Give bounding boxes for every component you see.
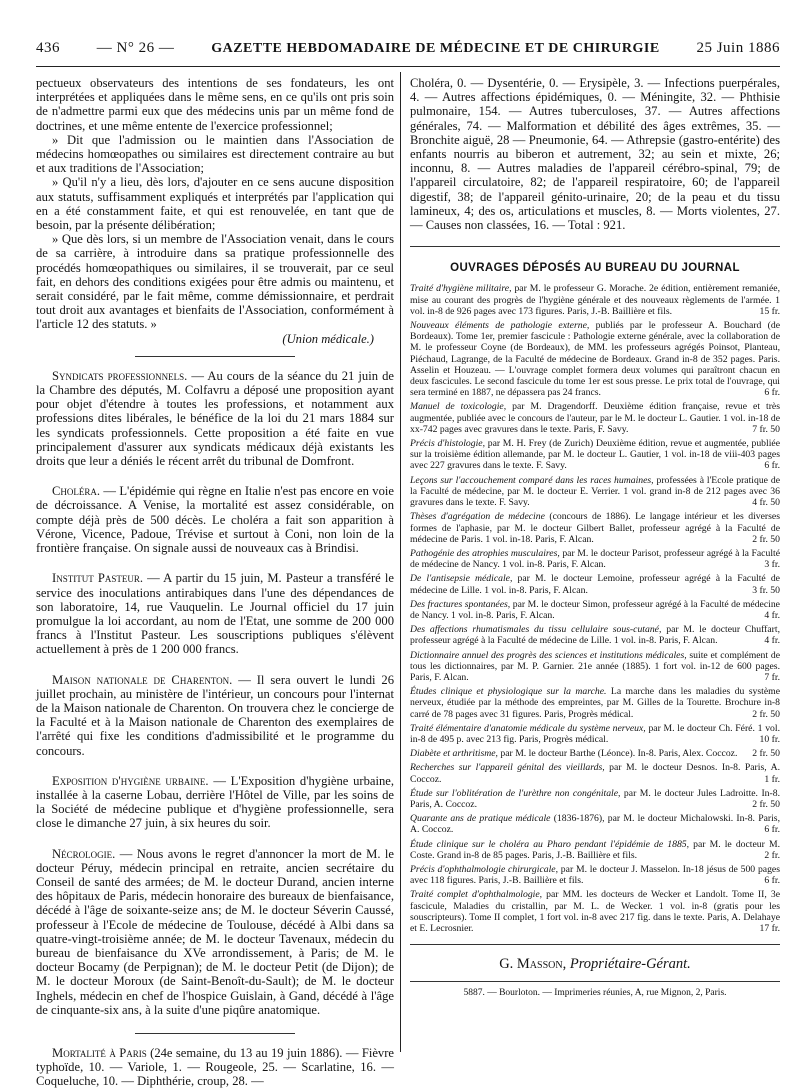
news-item	[36, 847, 394, 1017]
book-price: 7 fr. 50	[752, 423, 780, 435]
book-price: 3 fr. 50	[752, 584, 780, 596]
book-price: 4 fr.	[764, 609, 780, 621]
book-price: 6 fr.	[764, 875, 780, 887]
book-price: 2 fr. 50	[752, 748, 780, 760]
book-title: Étude clinique sur le choléra au Pharo pendant l'épidémie de 1885,	[410, 838, 690, 850]
mortality-heading: Mortalité à Paris	[52, 1045, 147, 1060]
quote-paragraph: » Que dès lors, si un membre de l'Association venait, dans le cours de sa carrière, à introduire dans sa pratique professionnelle des procédés homœopathiques ou similaires, il se trouverait, par ce seul fait, en dehors des conditions exigées pour être admis ou maintenu, et serait considéré, par le fait même, comme démissionnaire, et perdrait tout droit aux avantages et bienfaits de l'Association, conformément à l'article 12 des statuts. »	[36, 232, 394, 332]
right-column	[410, 76, 780, 1046]
book-price: 6 fr.	[764, 387, 780, 399]
book-entry	[410, 686, 780, 720]
news-text: — L'épidémie qui règne en Italie n'est pas encore en voie de décroissance. A Venise, la mortalité est assez considérable, on compte déjà près de 500 décès. Le choléra a fait son apparition à Vérone, Vicence, Padoue, Trévise et surtout à Coni, non loin de la frontière française. On signale aussi de nouveaux cas à Brindisi.	[36, 484, 394, 556]
news-item	[36, 673, 394, 758]
news-item	[36, 484, 394, 555]
book-entry	[410, 748, 780, 759]
book-details: par M. le docteur Chuffart, professeur agrégé à la Faculté de médecine de Lille. 1 vol. in-8. Paris, F. Alcan.	[410, 624, 781, 647]
news-text: — Nous avons le regret d'annoncer la mort de M. le docteur Péruy, médecin principal en retraite, ancien secrétaire du Conseil de santé des armées; de M. le docteur Durand, ancien interne des hôpitaux de Paris, médecin honoraire des bureaux de bienfaisance, décédé à l'âge de soixante-seize ans; de M. le docteur Séverin Caussé, professeur à l'Ecole de médecine de Toulouse, décédé à Albi dans sa quatre-vingt-troisième année; de M. le docteur Tavenaux, médecin du bureau de bienfaisance du XVe arrondissement, à Paris; de M. le docteur Bocamy (de Perpignan); de M. le docteur Petit (de Dijon); de M. le docteur Moroux (de Saint-Benoît-du-Sault); de M. le docteur Inghels, médecin en chef de l'hospice Guislain, à Gand, décédé à l'âge de cinquante-six ans, à la suite d'une piqûre anatomique.	[36, 846, 394, 1017]
quote-paragraph: » Qu'il n'y a lieu, dès lors, d'ajouter en ce sens aucune disposition aux statuts, suffisamment expliqués et interprétés par l'application qui en a été constamment faite, et qui est renouvelée, en tant que de besoin, par la présente délibération;	[36, 175, 394, 233]
separator	[135, 1033, 295, 1034]
book-price: 2 fr. 50	[752, 798, 780, 810]
book-details: par M. le docteur Simon, professeur agrégé à la Faculté de médecine de Nancy. 1 vol. in-8. Paris, F. Alcan.	[410, 598, 780, 621]
book-title: Traité d'hygiène militaire,	[410, 283, 512, 295]
issue-number: — N° 26 —	[96, 40, 175, 56]
book-details: publiés par le professeur A. Bouchard (de Bordeaux). Tome 1er, premier fascicule : Pathologie externe générale, avec la collaboration de M. le professeur Coyne (de Bordeaux), de MM. les professeurs agrégés Poinsot, Planteau, Piéchaud, Lagrange, de la Faculté de médecine de Bordeaux. Grand in-8 de 352 pages. Paris. Asselin et Houzeau. — L'ouvrage complet formera deux volumes qui paraîtront chacun en deux fascicules. Le second fascicule du tome 1er est sous presse. Le prix total de l'ouvrage, qui sera terminé en 1887, ne dépassera pas 24 francs.	[410, 320, 781, 399]
book-entry	[410, 573, 780, 595]
book-entry	[410, 320, 780, 398]
news-text: — Il sera ouvert le lundi 26 juillet prochain, au ministère de l'intérieur, un concours pour l'internat de la Maison nationale de Charenton. On trouvera chez le concierge de la Faculté et à la Maison nationale de Charenton des exemplaires de l'arrêté qui fixe les conditions d'admissibilité et le programme du concours.	[36, 672, 394, 758]
signature	[410, 957, 780, 971]
book-details: par M. le docteur J. Masselon. In-18 jésus de 500 pages avec 118 figures. Paris, J.-B. Baillière et fils.	[410, 863, 780, 887]
news-item	[36, 369, 394, 468]
quote-paragraph: pectueux observateurs des intentions de ses fondateurs, les ont interprétées et appliquées dans le même sens, en ce qu'ils ont pris soin de n'admettre parmi eux que des médecins unis par un même fond de doctrines, et une même entente de l'exercice professionnel;	[36, 76, 394, 133]
book-details: par M. le professeur G. Morache. 2e édition, entièrement remaniée, mise au courant des progrès de l'hygiène générale et des nouveaux règlements de l'armée. 1 vol. in-8 de 926 pages avec 173 figures. Paris, J.-B. Baillière et fils.	[410, 283, 780, 317]
book-details: (concours de 1886). Le langage intérieur et les diverses formes de l'aphasie, par M. le docteur Gilbert Ballet, professeur agrégé à la Faculté de médecine de Paris. 1 vol. in-18. Paris, F. Alcan.	[410, 511, 780, 545]
book-entry	[410, 650, 780, 684]
signature-name: G. Masson,	[499, 956, 567, 973]
book-price: 7 fr.	[764, 671, 780, 683]
header-rule	[36, 66, 780, 67]
news-text: — A partir du 15 juin, M. Pasteur a transféré le service des inoculations antirabiques dans l'une des dépendances de son laboratoire, 14, rue Vauquelin. Le Journal officiel du 17 juin promulgue la loi accordant, au nom de l'Etat, une somme de 200 000 francs à l'Institut Pasteur. Les souscriptions publiques s'élèvent actuellement à près de 1 200 000 francs.	[36, 571, 394, 657]
book-details: par M. le docteur Lemoine, professeur agrégé à la Faculté de médecine de Lille. 1 vol. in-8. Paris, F. Alcan.	[410, 573, 780, 596]
issue-date: 25 Juin 1886	[696, 40, 780, 56]
news-item	[36, 774, 394, 831]
book-title: Des fractures spontanées,	[410, 598, 511, 610]
journal-title: GAZETTE HEBDOMADAIRE DE MÉDECINE ET DE CHIRURGIE	[211, 41, 660, 56]
book-title: Recherches sur l'appareil génital des vieillards,	[410, 762, 605, 774]
book-price: 17 fr.	[759, 923, 780, 934]
book-price: 6 fr.	[764, 460, 780, 472]
book-entry	[410, 438, 780, 472]
book-details: par M. Dragendorff. Deuxième édition française, revue et très augmentée, publiée avec le concours de l'auteur, par le M. le docteur L. Gautier. 1 vol. in-18 de xx-742 pages avec gravures dans le texte. Paris, F. Savy.	[410, 401, 780, 435]
separator	[135, 356, 295, 357]
book-details: par MM. les docteurs de Wecker et Landolt. Tome II, 3e fascicule, Maladies du cristallin, par M. L. de Wecker. 1 vol. in-8 (gratis pour les souscripteurs). Tome II complet, 1 fort vol. in-8 avec 217 fig. dans le texte. Paris, A. Delahaye et E. Lecrosnier.	[410, 889, 780, 934]
book-details: par M. le docteur Jules Ladroitte. In-8. Paris, A. Coccoz.	[410, 787, 780, 810]
book-title: Manuel de toxicologie,	[410, 401, 507, 413]
news-heading: Institut Pasteur.	[52, 571, 143, 586]
book-details: par M. le docteur Parisot, professeur agrégé à la Faculté de médecine de Nancy. 1 vol. in-8. Paris, F. Alcan.	[410, 547, 780, 571]
mortality-text: (24e semaine, du 13 au 19 juin 1886). — Fièvre typhoïde, 10. — Variole, 1. — Rougeole, 25. — Scarlatine, 16. — Coqueluche, 10. — Diphthérie, croup, 28. —	[36, 1045, 395, 1089]
book-title: Des affections rhumatismales du tissu cellulaire sous-cutané,	[410, 624, 662, 636]
book-title: Thèses d'agrégation de médecine	[410, 511, 545, 523]
news-heading: Nécrologie.	[52, 846, 116, 861]
separator	[410, 944, 780, 945]
book-entry	[410, 839, 780, 861]
book-entry	[410, 548, 780, 570]
book-title: Quarante ans de pratique médicale	[410, 813, 551, 825]
book-entry	[410, 283, 780, 317]
column-divider	[400, 72, 401, 1052]
news-text: — Au cours de la séance du 21 juin de la Chambre des députés, M. Colfavru a déposé une proposition ayant pour objet d'étendre à toutes les professions, et notamment aux professions dites libérales, le bénéfice de la loi du 21 mars 1884 sur les syndicats professionnels. Cette proposition a été faite en vue principalement d'assurer aux syndicats médicaux déjà existants les droits que leur a déniés le récent arrêt du tribunal de Domfront.	[36, 368, 394, 469]
signature-role: Propriétaire-Gérant.	[569, 956, 691, 973]
mortality-paragraph	[36, 1046, 394, 1089]
book-entry	[410, 624, 780, 646]
book-entry	[410, 864, 780, 886]
book-entry	[410, 475, 780, 509]
book-details: par M. le docteur Barthe (Léonce). In-8. Paris, Alex. Coccoz.	[497, 748, 738, 760]
book-price: 10 fr.	[759, 733, 780, 745]
book-price: 2 fr. 50	[752, 708, 780, 720]
imprint: 5887. — Bourloton. — Imprimeries réunies, A, rue Mignon, 2, Paris.	[410, 981, 780, 1000]
book-entry	[410, 762, 780, 784]
news-heading: Choléra.	[52, 484, 101, 499]
book-entry	[410, 599, 780, 621]
book-entry	[410, 511, 780, 545]
book-details: (1836-1876), par M. le docteur Michalowski. In-8. Paris, A. Coccoz.	[410, 813, 780, 836]
news-heading: Exposition d'hygiène urbaine.	[52, 773, 209, 788]
book-title: Pathogénie des atrophies musculaires,	[410, 547, 560, 559]
book-title: De l'antisepsie médicale,	[410, 573, 513, 585]
news-text: — L'Exposition d'hygiène urbaine, installée à la caserne Lobau, derrière l'Hôtel de Ville, par les soins de la Société de médecine publique et d'hygiène professionnelle, sera close le dimanche 27 juin, à six heures du soir.	[36, 773, 394, 831]
book-details: par M. le docteur Desnos. In-8. Paris, A. Coccoz.	[410, 762, 781, 785]
news-item	[36, 571, 394, 656]
news-heading: Maison nationale de Charenton.	[52, 672, 233, 687]
book-details: par M. le docteur Ch. Féré. 1 vol. in-8 de 495 p. avec 213 fig. Paris, Progrès médical.	[410, 722, 780, 745]
quote-paragraph: » Dit que l'admission ou le maintien dans l'Association de médecins homœopathes ou similaires est directement contraire au but et aux traditions de l'Association;	[36, 132, 394, 176]
book-entry	[410, 723, 780, 745]
book-price: 2 fr. 50	[752, 533, 780, 545]
quote-source: (Union médicale.)	[282, 331, 374, 346]
book-title: Traité complet d'ophthalmologie,	[410, 889, 543, 901]
separator	[410, 246, 780, 247]
book-price: 1 fr.	[764, 773, 780, 785]
news-heading: Syndicats professionnels.	[52, 368, 188, 383]
book-title: Étude sur l'oblitération de l'urèthre non congénitale,	[410, 787, 621, 799]
book-price: 3 fr.	[764, 559, 780, 571]
book-details: La marche dans les maladies du système nerveux, étudiée par la méthode des empreintes, par M. Gilles de la Tourette. Brochure in-8 carré de 78 pages avec 31 figures. Paris, Progrès médical.	[410, 686, 780, 720]
book-title: Études clinique et physiologique sur la marche.	[410, 686, 607, 698]
book-title: Précis d'ophthalmologie chirurgicale,	[410, 863, 559, 875]
book-list	[410, 283, 780, 934]
book-price: 15 fr.	[759, 305, 780, 317]
book-title: Nouveaux éléments de pathologie externe,	[410, 320, 590, 332]
book-price: 6 fr.	[764, 824, 780, 836]
book-details: suite et complément de tous les dictionnaires, par M. P. Garnier. 21e année (1885). 1 fort vol. in-12 de 600 pages. Paris, F. Alcan.	[410, 649, 780, 683]
page-number: 436	[36, 40, 60, 56]
book-title: Traité élémentaire d'anatomie médicale du système nerveux,	[410, 722, 646, 734]
book-price: 4 fr.	[764, 635, 780, 647]
page-header	[36, 40, 780, 64]
left-column	[36, 76, 395, 1089]
book-price: 2 fr.	[764, 849, 780, 861]
book-entry	[410, 889, 780, 934]
book-entry	[410, 401, 780, 435]
book-entry	[410, 788, 780, 810]
book-details: par M. le docteur M. Coste. Grand in-8 de 85 pages. Paris, J.-B. Baillière et fils.	[410, 838, 780, 861]
book-price: 4 fr. 50	[752, 497, 780, 509]
book-details: professées à l'Ecole pratique de la Faculté de médecine, par M. le docteur E. Verrier. 1 vol. grand in-8 de 212 pages avec 36 gravures dans le texte. F. Savy.	[410, 474, 780, 509]
book-entry	[410, 813, 780, 835]
book-details: par M. H. Frey (de Zurich) Deuxième édition, revue et augmentée, publiée sur la troisième édition allemande, par M. le docteur L. Gautier, 1 vol. in-18 de viii-403 pages avec 227 gravures dans le texte. F. Savy.	[410, 438, 780, 472]
book-title: Précis d'histologie,	[410, 438, 486, 450]
mortality-continued: Choléra, 0. — Dysentérie, 0. — Erysipèle, 3. — Infections puerpérales, 4. — Autres affections épidémiques, 0. — Méningite, 32. — Phthisie pulmonaire, 154. — Autres tuberculoses, 37. — Autres affections générales, 74. — Malformation et débilité des âges extrêmes, 35. — Bronchite aiguë, 28 — Pneumonie, 64. — Athrepsie (gastro-entérite) des enfants nourris au biberon et autrement, 32; au sein et mixte, 26; inconnu, 8. — Autres maladies de l'appareil cérébro-spinal, 79; de l'appareil circulatoire, 82; de l'appareil respiratoire, 60; de l'appareil digestif, 38; de l'appareil génito-urinaire, 20; de la peau et du tissu lamineux, 4; des os, articulations et muscles, 8. — Morts violentes, 27. — Causes non classées, 16. — Total : 921.	[410, 76, 780, 233]
book-title: Leçons sur l'accouchement comparé dans les races humaines,	[410, 474, 654, 486]
book-title: Dictionnaire annuel des progrès des sciences et institutions médicales,	[410, 649, 687, 661]
book-title: Diabète et arthritisme,	[410, 748, 498, 760]
books-section-title: OUVRAGES DÉPOSÉS AU BUREAU DU JOURNAL	[450, 262, 740, 275]
